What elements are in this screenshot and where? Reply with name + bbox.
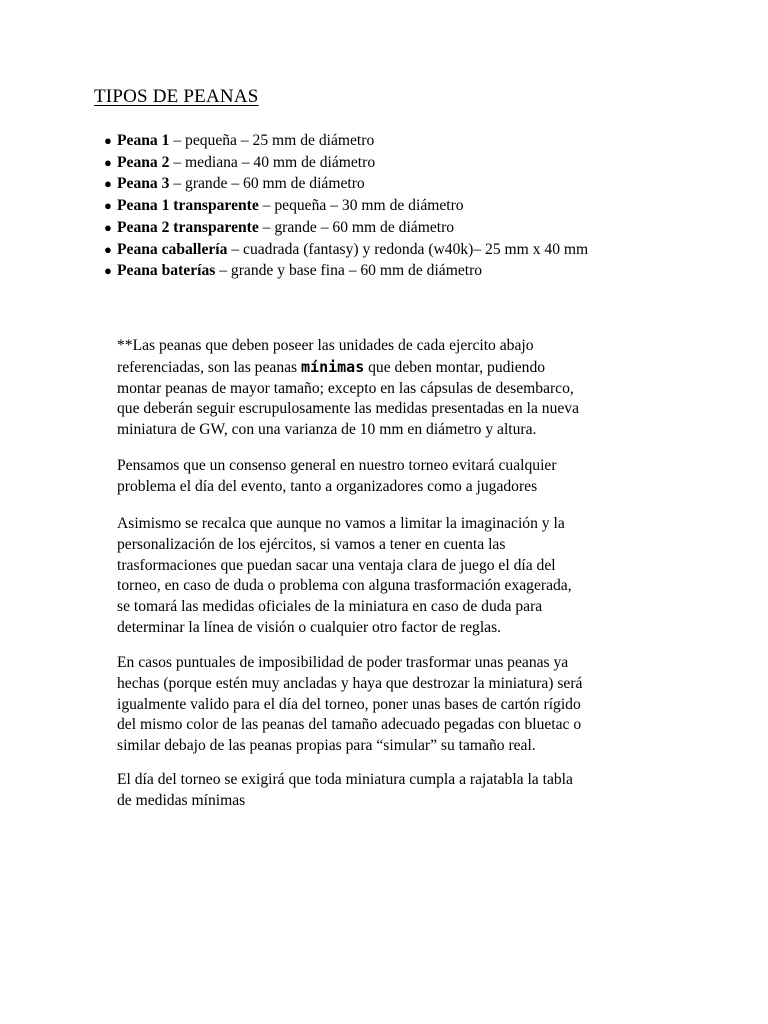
paragraph-line: igualmente valido para el día del torneo, poner unas bases de cartón rígido	[117, 695, 581, 713]
list-item	[104, 260, 664, 282]
list-item	[104, 173, 664, 195]
peana-name: Peana 1 transparente	[117, 197, 259, 215]
document-title: TIPOS DE PEANAS	[94, 86, 259, 107]
paragraph-line: **Las peanas que deben poseer las unidades de cada ejercito abajo	[117, 337, 534, 354]
peana-name: Peana baterías	[117, 262, 216, 280]
emphasis-text: mínimas	[301, 357, 365, 376]
bullet-icon: ●	[104, 219, 112, 235]
paragraph-line: de medidas mínimas	[117, 791, 246, 809]
peana-name: Peana 2 transparente	[117, 218, 259, 236]
peana-description: – grande – 60 mm de diámetro	[169, 175, 365, 193]
paragraph-consensus	[117, 456, 647, 498]
paragraph-line: problema el día del evento, tanto a organizadores como a jugadores	[117, 477, 538, 495]
paragraph-line: hechas (porque estén muy ancladas y haya que destrozar la miniatura) será	[117, 674, 583, 692]
list-item	[104, 195, 664, 217]
peana-types-list	[104, 130, 664, 282]
paragraph-line: En casos puntuales de imposibilidad de poder trasformar unas peanas ya	[117, 654, 569, 671]
paragraph-line: Pensamos que un consenso general en nuestro torneo evitará cualquier	[117, 457, 557, 474]
paragraph-cardboard-bases	[117, 653, 647, 757]
paragraph-line: determinar la línea de visión o cualquier otro factor de reglas.	[117, 618, 502, 636]
line-text: que deben montar, pudiendo	[364, 358, 546, 376]
bullet-icon: ●	[104, 154, 112, 170]
list-item	[104, 130, 664, 152]
bullet-icon: ●	[104, 198, 112, 214]
paragraph-line: Asimismo se recalca que aunque no vamos a limitar la imaginación y la	[117, 515, 565, 532]
peana-description: – grande y base fina – 60 mm de diámetro	[215, 262, 483, 280]
peana-name: Peana 2	[117, 153, 170, 171]
peana-description: – pequeña – 30 mm de diámetro	[258, 197, 464, 215]
paragraph-line: se tomará las medidas oficiales de la miniatura en caso de duda para	[117, 598, 543, 616]
paragraph-line: montar peanas de mayor tamaño; excepto en las cápsulas de desembarco,	[117, 379, 574, 397]
peana-description: – mediana – 40 mm de diámetro	[169, 153, 376, 171]
list-item	[104, 239, 664, 261]
paragraph-line: torneo, en caso de duda o problema con alguna trasformación exagerada,	[117, 577, 572, 595]
paragraph-minimum-bases	[117, 336, 647, 441]
bullet-icon: ●	[104, 263, 112, 279]
paragraph-line: trasformaciones que puedan sacar una ventaja clara de juego el día del	[117, 556, 556, 574]
list-item	[104, 217, 664, 239]
bullet-icon: ●	[104, 133, 112, 148]
bullet-icon: ●	[104, 176, 112, 192]
paragraph-line: que deberán seguir escrupulosamente las medidas presentadas en la nueva	[117, 400, 580, 418]
paragraph-tournament-requirement	[117, 770, 647, 812]
peana-description: – pequeña – 25 mm de diámetro	[169, 132, 375, 149]
paragraph-line: El día del torneo se exigirá que toda miniatura cumpla a rajatabla la tabla	[117, 771, 573, 788]
line-text: referenciadas, son las peanas	[117, 358, 302, 376]
paragraph-line	[117, 357, 647, 379]
paragraph-line: personalización de los ejércitos, si vamos a tener en cuenta las	[117, 535, 506, 553]
bullet-icon: ●	[104, 241, 112, 257]
paragraph-line: del mismo color de las peanas del tamaño adecuado pegadas con bluetac o	[117, 716, 582, 734]
peana-name: Peana 1	[117, 132, 170, 149]
peana-name: Peana 3	[117, 175, 170, 193]
peana-description: – cuadrada (fantasy) y redonda (w40k)– 25 mm x 40 mm	[227, 240, 589, 258]
paragraph-transformations	[117, 514, 647, 639]
peana-description: – grande – 60 mm de diámetro	[258, 218, 455, 236]
paragraph-line: miniatura de GW, con una varianza de 10 mm en diámetro y altura.	[117, 421, 537, 439]
paragraph-line: similar debajo de las peanas propias para “simular” su tamaño real.	[117, 737, 536, 755]
peana-name: Peana caballería	[117, 240, 228, 258]
list-item	[104, 152, 664, 174]
